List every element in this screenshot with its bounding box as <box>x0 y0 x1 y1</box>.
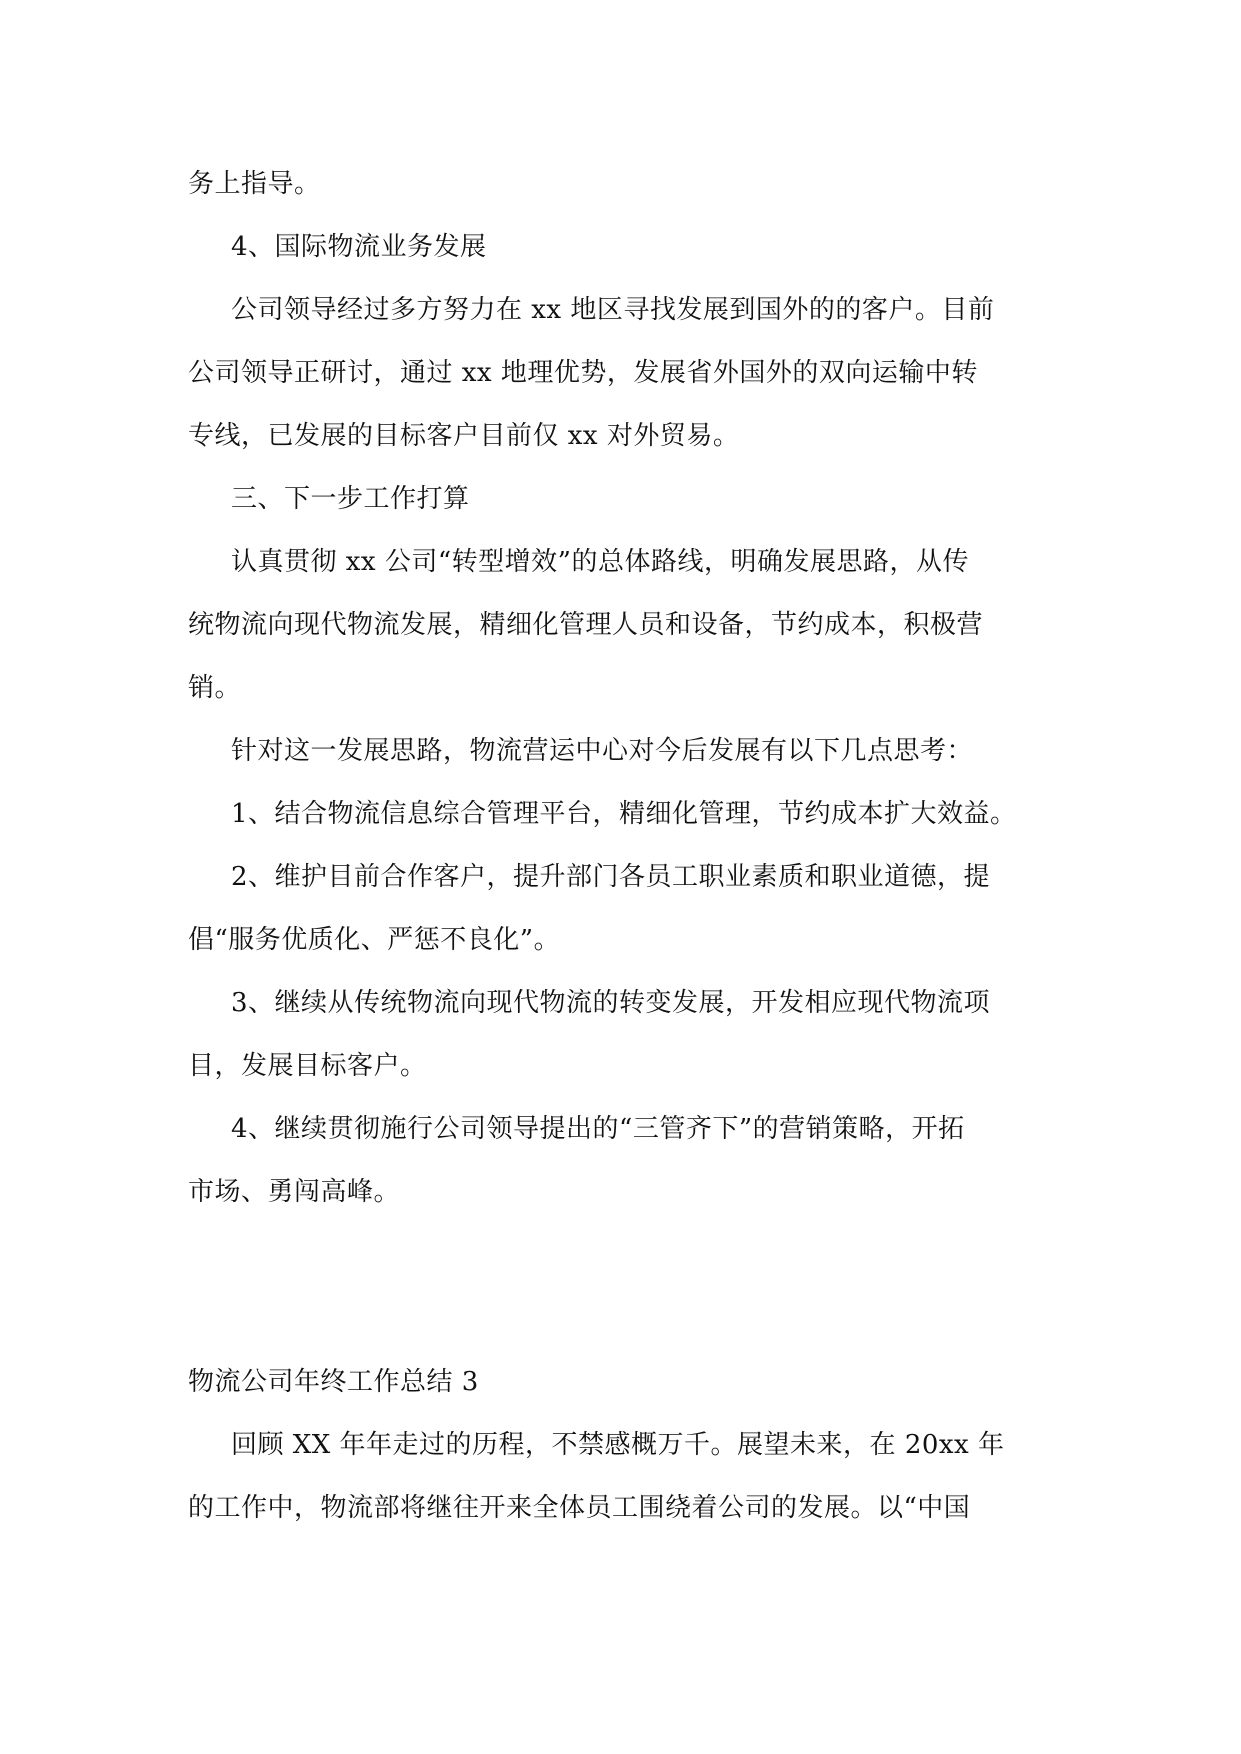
body-text-line: 公司领导经过多方努力在 xx 地区寻找发展到国外的的客户。目前 <box>231 295 995 325</box>
body-text-line: 市场、勇闯高峰。 <box>188 1177 401 1207</box>
body-text-line: 公司领导正研讨，通过 xx 地理优势，发展省外国外的双向运输中转 <box>188 358 978 388</box>
body-text-line: 认真贯彻 xx 公司“转型增效”的总体路线，明确发展思路，从传 <box>231 547 969 577</box>
body-text-line: 专线，已发展的目标客户目前仅 xx 对外贸易。 <box>188 421 740 451</box>
list-item-heading: 4、国际物流业务发展 <box>231 232 487 262</box>
list-item: 2、维护目前合作客户，提升部门各员工职业素质和职业道德，提 <box>231 862 991 892</box>
list-item: 4、继续贯彻施行公司领导提出的“三管齐下”的营销策略，开拓 <box>231 1114 965 1144</box>
body-text-line: 倡“服务优质化、严惩不良化”。 <box>188 925 561 955</box>
body-text-line: 目，发展目标客户。 <box>188 1051 427 1081</box>
body-text-line: 针对这一发展思路，物流营运中心对今后发展有以下几点思考： <box>231 736 974 766</box>
section-heading: 三、下一步工作打算 <box>231 484 470 514</box>
body-text-line: 务上指导。 <box>188 169 321 199</box>
document-title: 物流公司年终工作总结 3 <box>188 1367 479 1397</box>
list-item: 3、继续从传统物流向现代物流的转变发展，开发相应现代物流项 <box>231 988 991 1018</box>
list-item: 1、结合物流信息综合管理平台，精细化管理，节约成本扩大效益。 <box>231 799 1017 829</box>
body-text-line: 的工作中，物流部将继往开来全体员工围绕着公司的发展。以“中国 <box>188 1493 971 1523</box>
body-text-line: 统物流向现代物流发展，精细化管理人员和设备，节约成本，积极营 <box>188 610 984 640</box>
body-text-line: 销。 <box>188 673 242 703</box>
body-text-line: 回顾 XX 年年走过的历程，不禁感概万千。展望未来，在 20xx 年 <box>231 1430 1005 1460</box>
